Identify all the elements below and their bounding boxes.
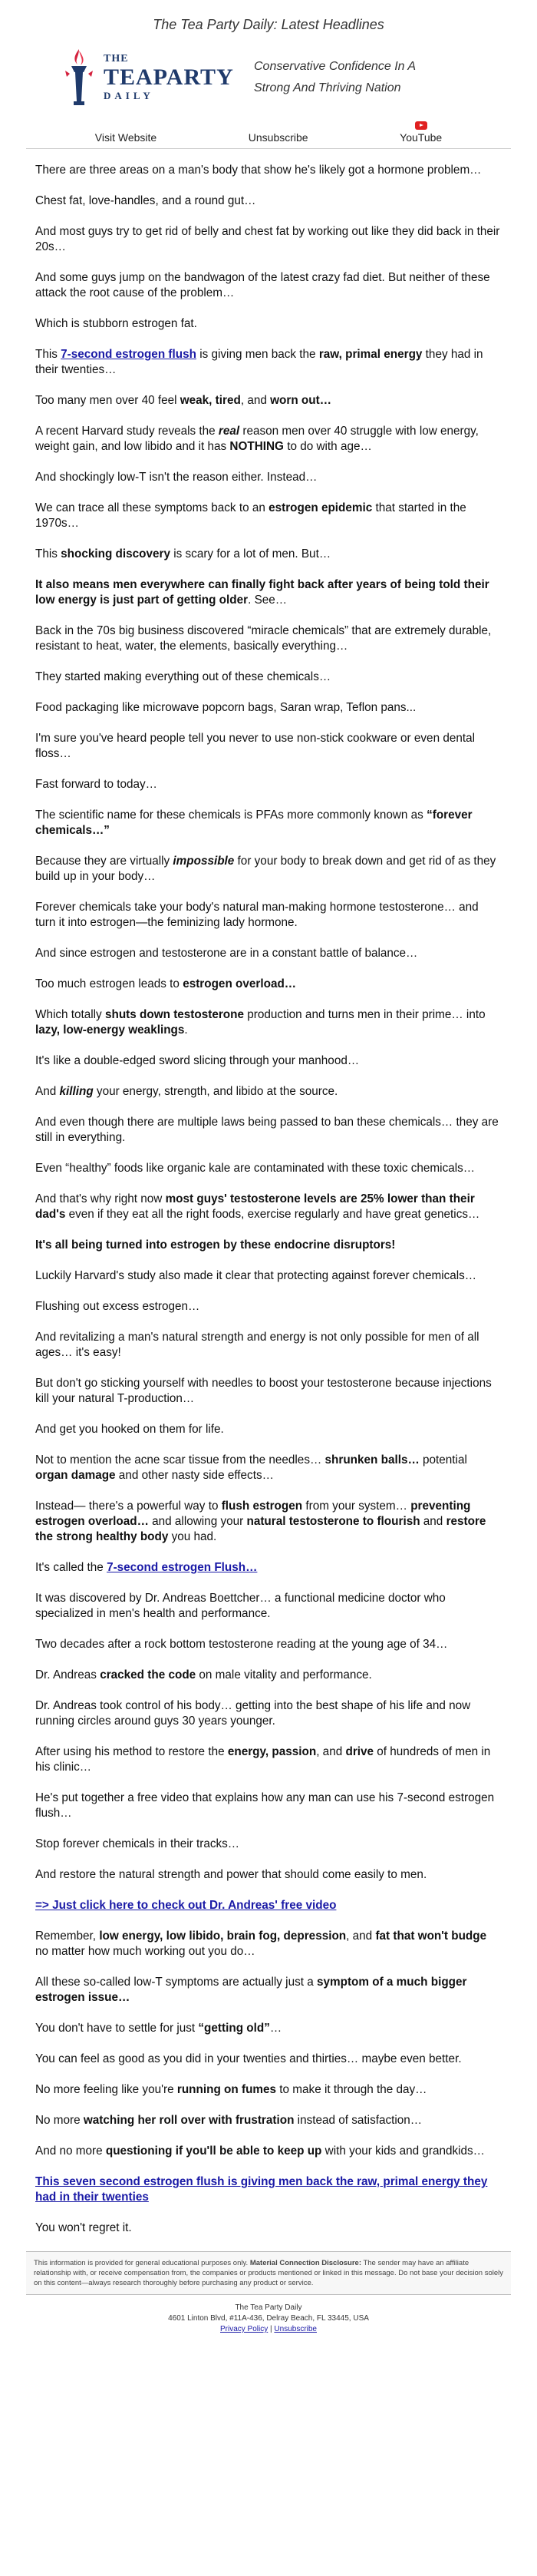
- footer-name: The Tea Party Daily: [235, 2303, 302, 2312]
- paragraph: He's put together a free video that explains how any man can use his 7-second estrogen flush…: [35, 1791, 495, 1820]
- paragraph: Not to mention the acne scar tissue from the needles… shrunken balls… potential organ damage and other nasty side effects…: [35, 1453, 467, 1482]
- paragraph: Chest fat, love-handles, and a round gut…: [35, 194, 256, 207]
- footer-street: 4601 Linton Blvd, #11A-436, Delray Beach, FL 33445, USA: [168, 2314, 369, 2323]
- tagline-line-1: Conservative Confidence In A: [254, 60, 417, 73]
- privacy-policy-link[interactable]: Privacy Policy: [220, 2325, 268, 2333]
- tagline: [254, 56, 416, 99]
- paragraph: It's like a double-edged sword slicing through your manhood…: [35, 1054, 360, 1067]
- final-cta-link[interactable]: This seven second estrogen flush is giving men back the raw, primal energy they had in their twenties: [35, 2175, 488, 2204]
- paragraph: Two decades after a rock bottom testosterone reading at the young age of 34…: [35, 1638, 448, 1651]
- paragraph: Even “healthy” foods like organic kale are contaminated with these toxic chemicals…: [35, 1162, 476, 1175]
- logo-daily: DAILY: [104, 90, 154, 101]
- youtube-label: YouTube: [400, 131, 443, 144]
- paragraph: Remember, low energy, low libido, brain fog, depression, and fat that won't budge no matter how much working out you do…: [35, 1930, 487, 1958]
- logo: [61, 48, 237, 107]
- paragraph: Stop forever chemicals in their tracks…: [35, 1837, 240, 1850]
- paragraph: I'm sure you've heard people tell you never to use non-stick cookware or even dental floss…: [35, 732, 475, 760]
- paragraph: Food packaging like microwave popcorn bags, Saran wrap, Teflon pans...: [35, 701, 417, 714]
- email-title: The Tea Party Daily: Latest Headlines: [153, 17, 384, 32]
- paragraph: Too many men over 40 feel weak, tired, and worn out…: [35, 394, 331, 407]
- paragraph: Too much estrogen leads to estrogen overload…: [35, 977, 297, 990]
- paragraph: We can trace all these symptoms back to an estrogen epidemic that started in the 1970s…: [35, 501, 466, 530]
- paragraph: Dr. Andreas took control of his body… getting into the best shape of his life and now running circles around guys 30 years younger.: [35, 1699, 471, 1728]
- estrogen-flush-link-2[interactable]: 7-second estrogen Flush…: [107, 1561, 258, 1574]
- paragraph: And that's why right now most guys' testosterone levels are 25% lower than their dad's even if they eat all the right foods, exercise regularly and have great genetics…: [35, 1192, 480, 1221]
- paragraph: And restore the natural strength and power that should come easily to men.: [35, 1868, 427, 1881]
- paragraph: You can feel as good as you did in your twenties and thirties… maybe even better.: [35, 2052, 462, 2065]
- paragraph: This 7-second estrogen flush is giving men back the raw, primal energy they had in their twenties…: [35, 348, 483, 376]
- paragraph: They started making everything out of these chemicals…: [35, 670, 331, 683]
- paragraph: And shockingly low-T isn't the reason either. Instead…: [35, 471, 318, 484]
- paragraph: The scientific name for these chemicals is PFAs more commonly known as “forever chemicals…”: [35, 809, 473, 837]
- email-body: [26, 163, 511, 2236]
- paragraph: It's all being turned into estrogen by these endocrine disruptors!: [35, 1238, 396, 1252]
- paragraph: Which totally shuts down testosterone production and turns men in their prime… into lazy, low-energy weaklings.: [35, 1008, 486, 1037]
- paragraph: And revitalizing a man's natural strength and energy is not only possible for men of all ages… it's easy!: [35, 1331, 479, 1359]
- paragraph: This shocking discovery is scary for a lot of men. But…: [35, 547, 331, 561]
- paragraph: Luckily Harvard's study also made it clear that protecting against forever chemicals…: [35, 1269, 477, 1282]
- paragraph: Instead— there's a powerful way to flush estrogen from your system… preventing estrogen overload… and allowing your natural testosterone to flourish and restore the strong healthy body you had.: [35, 1500, 486, 1543]
- paragraph: It also means men everywhere can finally fight back after years of being told their low energy is just part of getting older. See…: [35, 578, 489, 607]
- footer-address: [26, 2295, 511, 2335]
- free-video-link[interactable]: => Just click here to check out Dr. Andreas' free video: [35, 1899, 337, 1912]
- paragraph: And even though there are multiple laws being passed to ban these chemicals… they are still in everything.: [35, 1116, 499, 1144]
- visit-website-link[interactable]: Visit Website: [94, 131, 157, 144]
- paragraph: Dr. Andreas cracked the code on male vitality and performance.: [35, 1668, 372, 1682]
- footer-links: Privacy Policy | Unsubscribe: [220, 2325, 317, 2333]
- tagline-line-2: Strong And Thriving Nation: [254, 81, 401, 94]
- logo-main: TEAPARTY: [104, 64, 234, 90]
- paragraph: But don't go sticking yourself with needles to boost your testosterone because injections kill your natural T-production…: [35, 1377, 492, 1405]
- paragraph: And killing your energy, strength, and libido at the source.: [35, 1085, 338, 1098]
- paragraph: And get you hooked on them for life.: [35, 1423, 224, 1436]
- youtube-link[interactable]: [400, 121, 442, 144]
- paragraph: Flushing out excess estrogen…: [35, 1300, 200, 1313]
- paragraph: And no more questioning if you'll be able to keep up with your kids and grandkids…: [35, 2144, 485, 2158]
- paragraph: And some guys jump on the bandwagon of the latest crazy fad diet. But neither of these attack the root cause of the problem…: [35, 271, 490, 299]
- top-nav: [26, 120, 511, 149]
- paragraph: It's called the 7-second estrogen Flush…: [35, 1561, 258, 1574]
- paragraph: After using his method to restore the energy, passion, and drive of hundreds of men in his clinic…: [35, 1745, 491, 1774]
- paragraph: And since estrogen and testosterone are in a constant battle of balance…: [35, 947, 418, 960]
- paragraph: You won't regret it.: [35, 2221, 132, 2234]
- email-container: [26, 0, 511, 2335]
- paragraph: You don't have to settle for just “getting old”…: [35, 2022, 282, 2035]
- youtube-icon: [415, 121, 427, 130]
- liberty-torch-icon: [61, 48, 97, 107]
- logo-wordmark: [104, 53, 234, 102]
- paragraph: It was discovered by Dr. Andreas Boettcher… a functional medicine doctor who specialized in men's health and performance.: [35, 1592, 446, 1620]
- footer-unsubscribe-link[interactable]: Unsubscribe: [274, 2325, 317, 2333]
- paragraph: Back in the 70s big business discovered “miracle chemicals” that are extremely durable, resistant to heat, water, the elements, basically everything…: [35, 624, 492, 653]
- paragraph: Because they are virtually impossible for your body to break down and get rid of as they build up in your body…: [35, 855, 496, 883]
- disclaimer-box: This information is provided for general educational purposes only. Material Connection Disclosure: The sender may have an affiliate relationship with, or receive compensation from, the companies or products mentioned or linked in this message. Do not base your decision solely on this content—always research thoroughly before purchasing any product or service.: [26, 2251, 511, 2295]
- paragraph: A recent Harvard study reveals the real reason men over 40 struggle with low energy, weight gain, and low libido and it has NOTHING to do with age…: [35, 425, 479, 453]
- paragraph: Which is stubborn estrogen fat.: [35, 317, 197, 330]
- estrogen-flush-link[interactable]: 7-second estrogen flush: [61, 348, 196, 361]
- paragraph: There are three areas on a man's body that show he's likely got a hormone problem…: [35, 164, 482, 177]
- logo-the: THE: [104, 53, 129, 64]
- paragraph: And most guys try to get rid of belly and chest fat by working out like they did back in their 20s…: [35, 225, 500, 253]
- brand-header: [26, 35, 511, 120]
- paragraph: All these so-called low-T symptoms are actually just a symptom of a much bigger estrogen issue…: [35, 1976, 467, 2004]
- paragraph: [35, 1898, 502, 1913]
- paragraph: No more watching her roll over with frustration instead of satisfaction…: [35, 2114, 423, 2127]
- paragraph: [35, 2174, 502, 2205]
- paragraph: Forever chemicals take your body's natural man-making hormone testosterone… and turn it into estrogen—the feminizing lady hormone.: [35, 901, 479, 929]
- paragraph: No more feeling like you're running on fumes to make it through the day…: [35, 2083, 427, 2096]
- unsubscribe-link[interactable]: Unsubscribe: [248, 131, 308, 144]
- paragraph: Fast forward to today…: [35, 778, 157, 791]
